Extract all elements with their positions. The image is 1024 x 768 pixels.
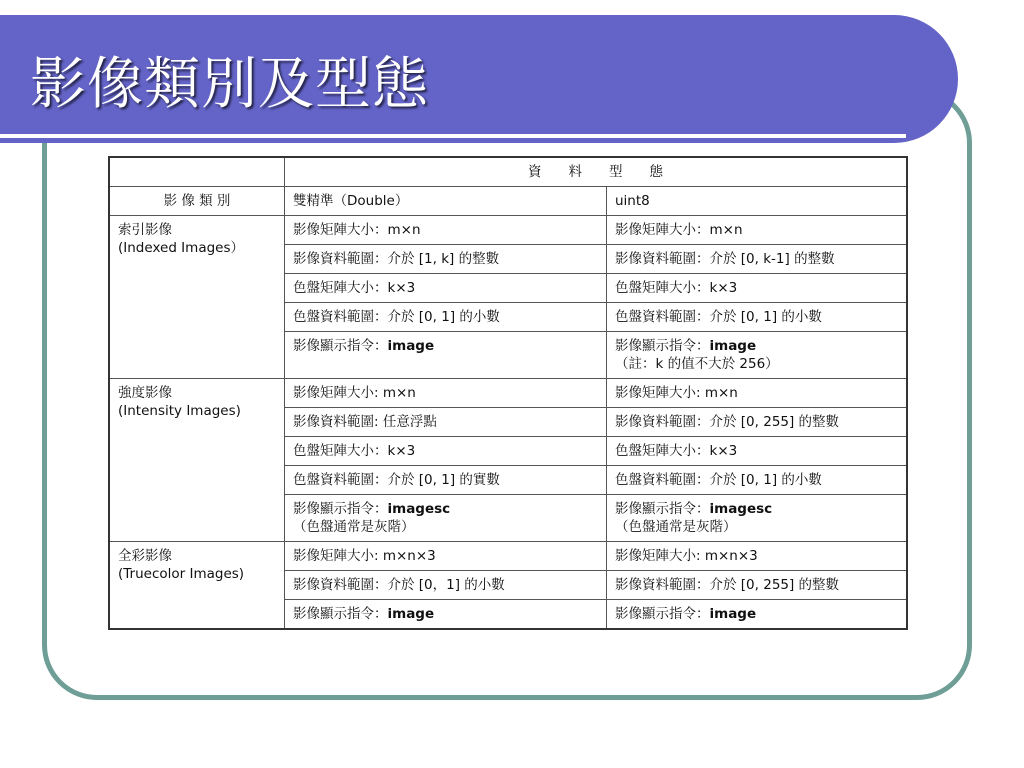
category-cell-indexed — [109, 216, 285, 379]
cell-note: （色盤通常是灰階） — [615, 519, 737, 535]
category-name-en: (Intensity Images) — [118, 403, 241, 419]
table-row — [109, 216, 907, 245]
uint8-cell: 色盤矩陣大小：k×3 — [607, 437, 908, 466]
double-cell: 影像資料範圍: 任意浮點 — [285, 408, 607, 437]
header-uint8: uint8 — [607, 187, 908, 216]
double-cell — [285, 495, 607, 542]
cell-text: 影像顯示指令： — [293, 501, 388, 517]
uint8-cell: 影像矩陣大小: m×n×3 — [607, 542, 908, 571]
double-cell: 色盤資料範圍：介於 [0, 1] 的實數 — [285, 466, 607, 495]
category-cell-truecolor — [109, 542, 285, 630]
double-cell: 影像資料範圍：介於 [1, k] 的整數 — [285, 245, 607, 274]
uint8-cell: 色盤矩陣大小：k×3 — [607, 274, 908, 303]
uint8-cell — [607, 495, 908, 542]
uint8-cell: 影像資料範圍：介於 [0, 255] 的整數 — [607, 571, 908, 600]
table-row — [109, 542, 907, 571]
cell-text: × — [400, 222, 412, 238]
category-name: 索引影像 — [118, 222, 172, 238]
display-command: image — [387, 606, 435, 622]
display-command: imagesc — [387, 501, 451, 517]
uint8-cell: 影像資料範圍：介於 [0, 255] 的整數 — [607, 408, 908, 437]
uint8-cell: 色盤資料範圍：介於 [0, 1] 的小數 — [607, 466, 908, 495]
cell-text: n — [411, 222, 421, 238]
uint8-cell — [607, 600, 908, 630]
double-cell — [285, 600, 607, 630]
uint8-cell: 影像資料範圍：介於 [0, k-1] 的整數 — [607, 245, 908, 274]
header-category: 影 像 類 別 — [109, 187, 285, 216]
cell-text: 影像顯示指令： — [293, 606, 388, 622]
uint8-cell — [607, 332, 908, 379]
double-cell — [285, 332, 607, 379]
cell-text: 影像顯示指令： — [615, 501, 710, 517]
category-name: 全彩影像 — [118, 548, 172, 564]
uint8-cell: 影像矩陣大小: m×n — [607, 379, 908, 408]
uint8-cell: 色盤資料範圍：介於 [0, 1] 的小數 — [607, 303, 908, 332]
category-name-en: (Indexed Images） — [118, 240, 244, 256]
header-empty-cell — [109, 157, 285, 187]
display-command: imagesc — [709, 501, 773, 517]
category-name-en: (Truecolor Images) — [118, 566, 245, 582]
cell-text: × — [722, 222, 734, 238]
display-command: image — [709, 338, 757, 354]
cell-text: 影像顯示指令： — [293, 338, 388, 354]
double-cell — [285, 216, 607, 245]
cell-note: （色盤通常是灰階） — [293, 519, 415, 535]
double-cell: 色盤矩陣大小：k×3 — [285, 274, 607, 303]
table-header-row — [109, 157, 907, 187]
double-cell: 影像矩陣大小: m×n×3 — [285, 542, 607, 571]
category-name: 強度影像 — [118, 385, 172, 401]
cell-text: 影像顯示指令： — [615, 338, 710, 354]
header-data-type: 資 料 型 態 — [285, 157, 908, 187]
cell-text: 影像矩陣大小：m — [615, 222, 723, 238]
header-double: 雙精準（Double） — [285, 187, 607, 216]
double-cell: 影像資料範圍：介於 [0，1] 的小數 — [285, 571, 607, 600]
slide-title: 影像類別及型態 — [30, 52, 429, 117]
table-row — [109, 379, 907, 408]
title-underline — [0, 134, 906, 138]
cell-note: （註：k 的值不大於 256） — [615, 356, 779, 372]
cell-text: 影像顯示指令： — [615, 606, 710, 622]
double-cell: 色盤矩陣大小：k×3 — [285, 437, 607, 466]
double-cell: 影像矩陣大小: m×n — [285, 379, 607, 408]
table-subheader-row — [109, 187, 907, 216]
cell-text: n — [733, 222, 743, 238]
image-types-table — [108, 156, 908, 630]
uint8-cell — [607, 216, 908, 245]
display-command: image — [709, 606, 757, 622]
display-command: image — [387, 338, 435, 354]
cell-text: 影像矩陣大小：m — [293, 222, 401, 238]
double-cell: 色盤資料範圍：介於 [0, 1] 的小數 — [285, 303, 607, 332]
category-cell-intensity — [109, 379, 285, 542]
